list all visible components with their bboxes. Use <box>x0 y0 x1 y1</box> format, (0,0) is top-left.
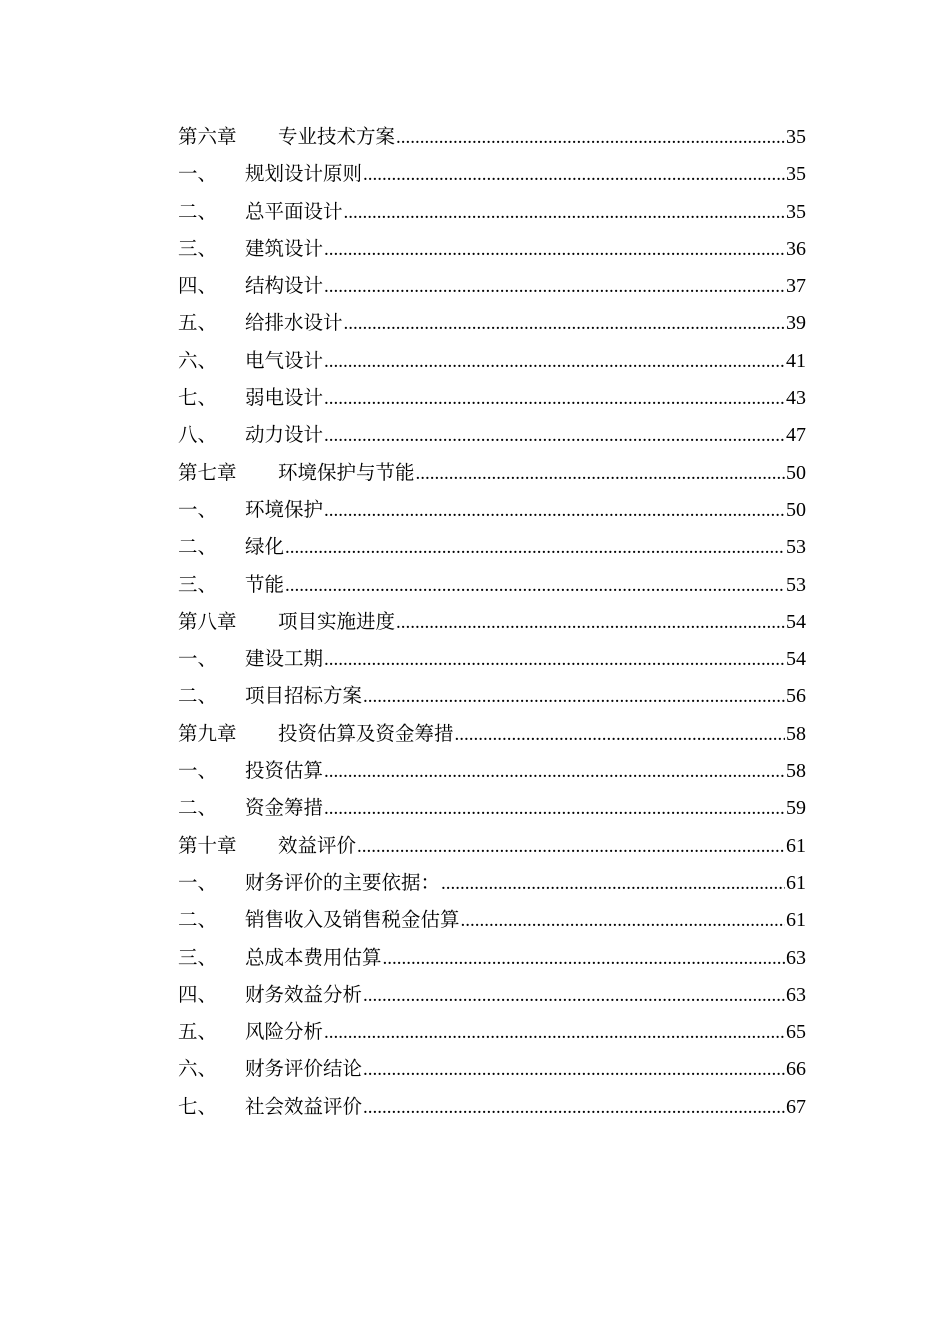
toc-section-entry[interactable] <box>178 789 806 826</box>
toc-entry-title: 环境保护 <box>245 497 324 521</box>
toc-entry-title: 投资估算及资金筹措 <box>278 721 454 745</box>
toc-dot-leader <box>363 155 785 193</box>
toc-entry-page-number: 47 <box>786 424 806 447</box>
toc-entry-title: 结构设计 <box>245 274 324 298</box>
toc-section-entry[interactable] <box>178 976 806 1013</box>
toc-dot-leader <box>416 454 785 492</box>
toc-dot-leader <box>396 603 785 641</box>
toc-entry-page-number: 50 <box>786 498 806 521</box>
toc-section-entry[interactable] <box>178 155 806 192</box>
toc-chapter-entry[interactable] <box>178 118 806 155</box>
toc-entry-title: 专业技术方案 <box>278 125 396 148</box>
toc-entry-title: 弱电设计 <box>245 386 324 410</box>
toc-entry-page-number: 66 <box>786 1058 806 1081</box>
toc-entry-page-number: 67 <box>786 1095 806 1118</box>
toc-entry-title: 动力设计 <box>245 423 324 447</box>
toc-entry-title: 建设工期 <box>245 647 324 671</box>
toc-entry-number: 三、 <box>178 236 218 260</box>
toc-entry-page-number: 53 <box>786 573 806 596</box>
toc-entry-title: 规划设计原则 <box>245 162 363 186</box>
toc-entry-title: 投资估算 <box>245 759 324 783</box>
toc-entry-page-number: 35 <box>786 163 806 186</box>
toc-entry-number: 六、 <box>178 348 218 372</box>
toc-dot-leader <box>324 267 785 305</box>
toc-section-entry[interactable] <box>178 416 806 453</box>
toc-section-entry[interactable] <box>178 304 806 341</box>
toc-entry-title: 给排水设计 <box>245 311 343 335</box>
toc-entry-title: 建筑设计 <box>245 236 324 260</box>
toc-section-entry[interactable] <box>178 901 806 938</box>
toc-entry-number: 第六章 <box>178 125 237 148</box>
toc-entry-page-number: 35 <box>786 200 806 223</box>
toc-entry-number: 第九章 <box>178 721 237 745</box>
toc-entry-title: 总平面设计 <box>245 199 343 223</box>
toc-entry-title: 财务评价的主要依据： <box>245 870 441 894</box>
toc-entry-page-number: 37 <box>786 275 806 298</box>
toc-dot-leader <box>363 1088 785 1126</box>
toc-entry-number: 六、 <box>178 1057 218 1081</box>
toc-entry-title: 绿化 <box>245 535 285 559</box>
toc-entry-title: 效益评价 <box>278 833 357 857</box>
toc-section-entry[interactable] <box>178 677 806 714</box>
toc-dot-leader <box>441 864 785 902</box>
toc-dot-leader <box>357 827 785 865</box>
toc-dot-leader <box>461 901 785 939</box>
toc-section-entry[interactable] <box>178 267 806 304</box>
toc-entry-number: 第七章 <box>178 460 237 484</box>
toc-entry-title: 财务评价结论 <box>245 1057 363 1081</box>
toc-chapter-entry[interactable] <box>178 715 806 752</box>
toc-dot-leader <box>363 677 785 715</box>
toc-dot-leader <box>324 379 785 417</box>
toc-entry-title: 环境保护与节能 <box>278 460 415 484</box>
toc-entry-title: 财务效益分析 <box>245 982 363 1006</box>
toc-section-entry[interactable] <box>178 1088 806 1125</box>
toc-entry-number: 五、 <box>178 1020 218 1044</box>
toc-dot-leader <box>363 1050 785 1088</box>
toc-dot-leader <box>344 193 785 231</box>
table-of-contents <box>178 118 806 1125</box>
toc-entry-title: 节能 <box>245 572 285 596</box>
toc-dot-leader <box>324 1013 785 1051</box>
toc-entry-number: 二、 <box>178 908 218 932</box>
toc-entry-page-number: 63 <box>786 983 806 1006</box>
toc-section-entry[interactable] <box>178 752 806 789</box>
toc-entry-page-number: 61 <box>786 834 806 857</box>
toc-section-entry[interactable] <box>178 640 806 677</box>
toc-dot-leader <box>363 976 785 1014</box>
toc-entry-page-number: 53 <box>786 536 806 559</box>
toc-entry-number: 二、 <box>178 796 218 820</box>
toc-section-entry[interactable] <box>178 939 806 976</box>
toc-entry-title: 电气设计 <box>245 348 324 372</box>
toc-section-entry[interactable] <box>178 528 806 565</box>
toc-entry-title: 总成本费用估算 <box>245 945 382 969</box>
toc-entry-page-number: 35 <box>786 126 806 148</box>
toc-section-entry[interactable] <box>178 1013 806 1050</box>
toc-entry-page-number: 39 <box>786 312 806 335</box>
toc-entry-page-number: 58 <box>786 760 806 783</box>
toc-dot-leader <box>383 939 785 977</box>
toc-dot-leader <box>344 304 785 342</box>
toc-section-entry[interactable] <box>178 864 806 901</box>
toc-entry-page-number: 56 <box>786 685 806 708</box>
toc-dot-leader <box>324 752 785 790</box>
toc-entry-page-number: 63 <box>786 946 806 969</box>
toc-dot-leader <box>285 528 785 566</box>
toc-entry-page-number: 36 <box>786 237 806 260</box>
toc-entry-number: 一、 <box>178 647 218 671</box>
toc-entry-number: 四、 <box>178 274 218 298</box>
toc-entry-page-number: 54 <box>786 610 806 633</box>
toc-section-entry[interactable] <box>178 230 806 267</box>
toc-entry-number: 三、 <box>178 572 218 596</box>
toc-dot-leader <box>324 640 785 678</box>
toc-section-entry[interactable] <box>178 491 806 528</box>
toc-dot-leader <box>455 715 785 753</box>
toc-entry-page-number: 41 <box>786 349 806 372</box>
toc-entry-number: 三、 <box>178 945 218 969</box>
toc-dot-leader <box>324 416 785 454</box>
toc-entry-number: 一、 <box>178 870 218 894</box>
toc-entry-title: 社会效益评价 <box>245 1094 363 1118</box>
toc-entry-number: 一、 <box>178 162 218 186</box>
toc-entry-number: 四、 <box>178 982 218 1006</box>
toc-entry-page-number: 58 <box>786 722 806 745</box>
toc-entry-page-number: 61 <box>786 871 806 894</box>
toc-entry-page-number: 54 <box>786 648 806 671</box>
toc-entry-title: 项目招标方案 <box>245 684 363 708</box>
toc-section-entry[interactable] <box>178 193 806 230</box>
toc-entry-number: 第八章 <box>178 609 237 633</box>
toc-dot-leader <box>324 342 785 380</box>
toc-dot-leader <box>324 491 785 529</box>
toc-entry-number: 一、 <box>178 759 218 783</box>
toc-entry-title: 销售收入及销售税金估算 <box>245 908 460 932</box>
toc-chapter-entry[interactable] <box>178 603 806 640</box>
toc-dot-leader <box>285 566 785 604</box>
toc-section-entry[interactable] <box>178 566 806 603</box>
toc-section-entry[interactable] <box>178 379 806 416</box>
toc-section-entry[interactable] <box>178 342 806 379</box>
toc-entry-page-number: 43 <box>786 387 806 410</box>
toc-entry-number: 八、 <box>178 423 218 447</box>
toc-section-entry[interactable] <box>178 1050 806 1087</box>
toc-chapter-entry[interactable] <box>178 454 806 491</box>
toc-entry-page-number: 50 <box>786 461 806 484</box>
toc-dot-leader <box>396 118 785 156</box>
toc-dot-leader <box>324 230 785 268</box>
toc-entry-number: 七、 <box>178 386 218 410</box>
toc-entry-number: 七、 <box>178 1094 218 1118</box>
toc-entry-number: 五、 <box>178 311 218 335</box>
toc-chapter-entry[interactable] <box>178 827 806 864</box>
toc-entry-page-number: 65 <box>786 1021 806 1044</box>
toc-entry-page-number: 61 <box>786 909 806 932</box>
toc-entry-number: 一、 <box>178 497 218 521</box>
toc-dot-leader <box>324 789 785 827</box>
toc-entry-number: 第十章 <box>178 833 237 857</box>
toc-entry-title: 项目实施进度 <box>278 609 396 633</box>
toc-entry-number: 二、 <box>178 684 218 708</box>
toc-entry-number: 二、 <box>178 535 218 559</box>
toc-entry-page-number: 59 <box>786 797 806 820</box>
toc-entry-title: 风险分析 <box>245 1020 324 1044</box>
toc-entry-title: 资金筹措 <box>245 796 324 820</box>
toc-entry-number: 二、 <box>178 199 218 223</box>
